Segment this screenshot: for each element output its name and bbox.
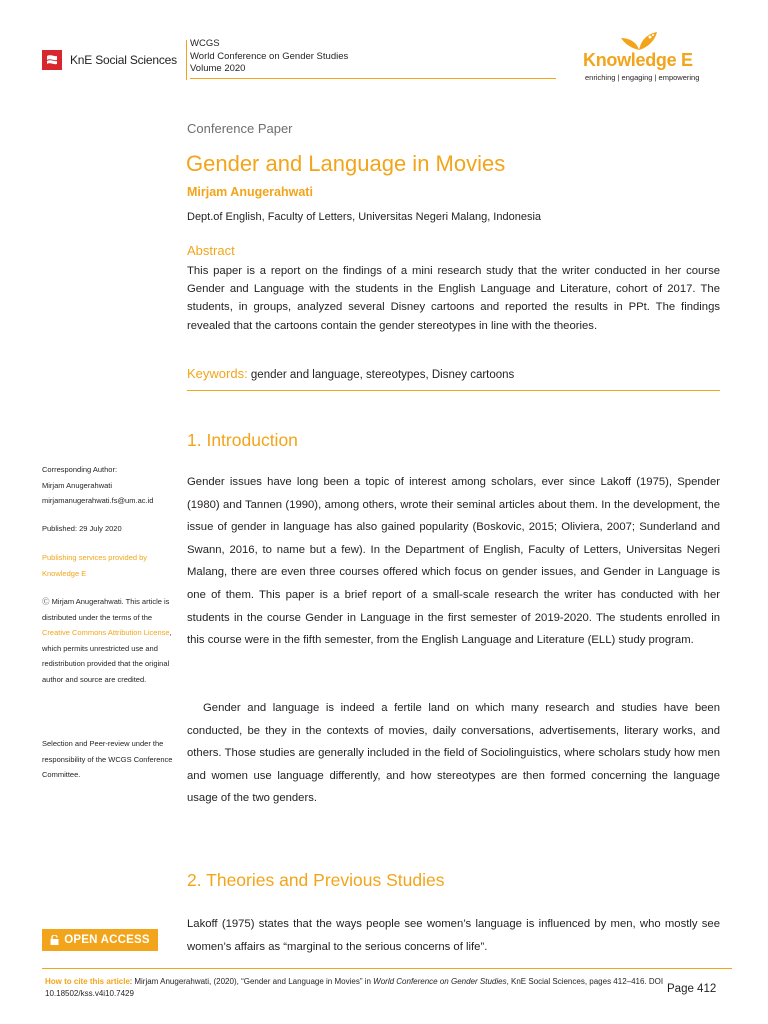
paper-title: Gender and Language in Movies [186, 151, 506, 176]
paper-type: Conference Paper [187, 121, 293, 136]
conference-volume: Volume 2020 [190, 63, 246, 74]
conference-abbr: WCGS [190, 38, 220, 49]
corresponding-author [42, 462, 182, 509]
conference-name: World Conference on Gender Studies [190, 50, 349, 62]
cite-conference: World Conference on Gender Studies [373, 977, 507, 986]
kne-social-sciences-logo [42, 48, 182, 72]
abstract-text: This paper is a report on the findings of a mini research study that the writer conducted in her course Gender and Language with the students in the English Language and Literature, cohort of 2017. The students, in groups, analyzed several Disney cartoons and reported the results in PPt. The findings revealed that the cartoons contain the gender stereotypes in line with the theories. [187, 265, 720, 332]
publishing-services: Publishing services provided by Knowledge E [42, 553, 148, 578]
published-date: Published: 29 July 2020 [42, 524, 122, 533]
cite-label: How to cite this article [45, 977, 130, 986]
license-suffix: , which permits unrestricted use and redistribution provided that the original author and source are credited. [42, 628, 172, 684]
publisher-name: KnE Social Sciences [70, 53, 177, 67]
page-number: Page 412 [667, 983, 717, 995]
citation [45, 976, 665, 1000]
leaf-icon [617, 28, 661, 52]
intro-paragraph-2: Gender and language is indeed a fertile land on which many research and studies have been conducted, be they in the contexts of movies, daily conversations, advertisements, literary works, and others. Those studies are generally included in the field of Sociolinguistics, where scholars study how men and women use language differently, and how stereotypes are then formed concerning the language usage of the two genders. [187, 702, 720, 805]
license-link[interactable]: Creative Commons Attribution License [42, 628, 170, 637]
license-prefix: Ⓒ Mirjam Anugerahwati. This article is distributed under the terms of the [42, 597, 170, 622]
author-affiliation: Dept.of English, Faculty of Letters, Universitas Negeri Malang, Indonesia [187, 211, 542, 223]
conference-info [190, 38, 348, 76]
abstract-rule [187, 390, 720, 391]
keywords [187, 366, 514, 381]
cite-tail[interactable]: , KnE Social Sciences, pages 412–416. DOI 10.18502/kss.v4i10.7429 [45, 977, 664, 998]
corr-name: Mirjam Anugerahwati [42, 480, 113, 490]
open-access-badge [42, 929, 158, 951]
footer-rule [42, 968, 732, 969]
corr-email[interactable]: mirjamanugerahwati.fs@um.ac.id [42, 496, 154, 505]
keywords-label: Keywords: [187, 366, 248, 381]
brand-name: Knowledge E [583, 50, 693, 70]
keywords-list: gender and language, stereotypes, Disney cartoons [250, 369, 515, 381]
theory-heading: 2. Theories and Previous Studies [187, 870, 445, 890]
license-note [42, 594, 182, 687]
review-note: Selection and Peer-review under the responsibility of the WCGS Conference Committee. [42, 739, 173, 779]
paper-author: Mirjam Anugerahwati [187, 185, 313, 199]
theory-paragraph-1: Lakoff (1975) states that the ways people see women’s language is influenced by men, who mostly see women’s affairs as “marginal to the serious concerns of life”. [187, 918, 720, 953]
lock-icon [50, 935, 59, 945]
cite-text: : Mirjam Anugerahwati, (2020), “Gender and Language in Movies” in [129, 977, 374, 986]
intro-paragraph-1: Gender issues have long been a topic of interest among scholars, ever since Lakoff (1975), Spender (1980) and Tannen (1990), among others, wrote their seminal articles about them. In the development, the issue of gender in language has also gained popularity (Boskovic, 2015; Oliviera, 2007; Sunderland and Swann, 2016, to name but a few). In the Department of English, Faculty of Letters, Universitas Negeri Malang, there are even three courses offered which focus on gender issues, and Gender in Language is one of them. This paper is a brief report of a small-scale research the writer has conducted with her students in the course Gender in Language in the first semester of 2019-2020. The students enrolled in this course were in the fifth semester, from the English Language and Literature (ELL) study program. [187, 476, 720, 647]
intro-heading: 1. Introduction [187, 430, 298, 450]
corr-label: Corresponding Author: [42, 465, 118, 474]
brand-tagline: enriching | engaging | empowering [585, 73, 700, 82]
header-separator [186, 40, 187, 80]
knowledge-e-logo [583, 28, 723, 88]
abstract-heading: Abstract [187, 243, 235, 258]
kne-logo-icon [42, 50, 62, 70]
open-access-label: OPEN ACCESS [64, 934, 150, 946]
header-rule [190, 78, 556, 79]
